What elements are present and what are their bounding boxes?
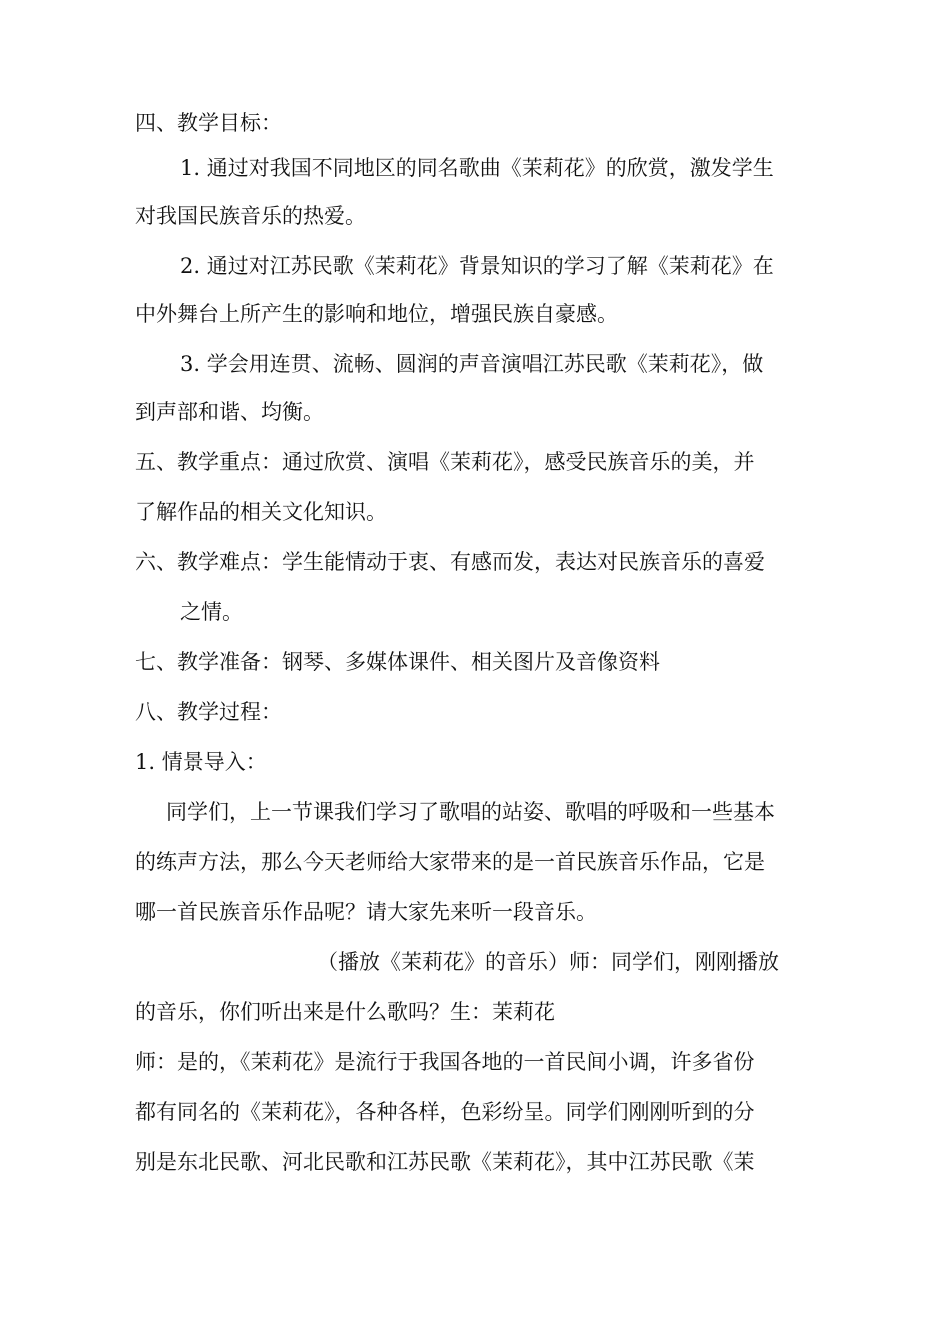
objective-1-line-2: 对我国民族音乐的热爱。 — [135, 204, 366, 228]
dialogue-line-1: （播放《茉莉花》的音乐）师：同学们，刚刚播放 — [317, 950, 779, 974]
preparation-line: 七、教学准备：钢琴、多媒体课件、相关图片及音像资料 — [135, 650, 660, 674]
key-points-line-1: 五、教学重点：通过欣赏、演唱《茉莉花》，感受民族音乐的美，并 — [135, 450, 755, 474]
difficulties-line-2: 之情。 — [180, 600, 243, 624]
teacher-paragraph-line-3: 别是东北民歌、河北民歌和江苏民歌《茉莉花》，其中江苏民歌《茉 — [135, 1150, 755, 1174]
intro-paragraph-line-2: 的练声方法，那么今天老师给大家带来的是一首民族音乐作品，它是 — [135, 850, 765, 874]
section-heading-objectives: 四、教学目标： — [135, 111, 282, 135]
objective-3-line-1: 3. 学会用连贯、流畅、圆润的声音演唱江苏民歌《茉莉花》，做 — [180, 352, 764, 376]
objective-3-line-2: 到声部和谐、均衡。 — [135, 400, 324, 424]
intro-paragraph-line-3: 哪一首民族音乐作品呢？请大家先来听一段音乐。 — [135, 900, 597, 924]
teacher-paragraph-line-1: 师：是的，《茉莉花》是流行于我国各地的一首民间小调，许多省份 — [135, 1050, 755, 1074]
teacher-paragraph-line-2: 都有同名的《茉莉花》，各种各样，色彩纷呈。同学们刚刚听到的分 — [135, 1100, 755, 1124]
step-1-heading: 1. 情景导入： — [135, 750, 267, 774]
objective-1-line-1: 1. 通过对我国不同地区的同名歌曲《茉莉花》的欣赏，激发学生 — [180, 156, 774, 180]
objective-2-line-1: 2. 通过对江苏民歌《茉莉花》背景知识的学习了解《茉莉花》在 — [180, 254, 774, 278]
section-heading-process: 八、教学过程： — [135, 700, 282, 724]
key-points-line-2: 了解作品的相关文化知识。 — [135, 500, 387, 524]
intro-paragraph-line-1: 同学们，上一节课我们学习了歌唱的站姿、歌唱的呼吸和一些基本 — [166, 800, 775, 824]
dialogue-line-2: 的音乐，你们听出来是什么歌吗？生：茉莉花 — [135, 1000, 555, 1024]
objective-2-line-2: 中外舞台上所产生的影响和地位，增强民族自豪感。 — [135, 302, 618, 326]
difficulties-line-1: 六、教学难点：学生能情动于衷、有感而发，表达对民族音乐的喜爱 — [135, 550, 765, 574]
